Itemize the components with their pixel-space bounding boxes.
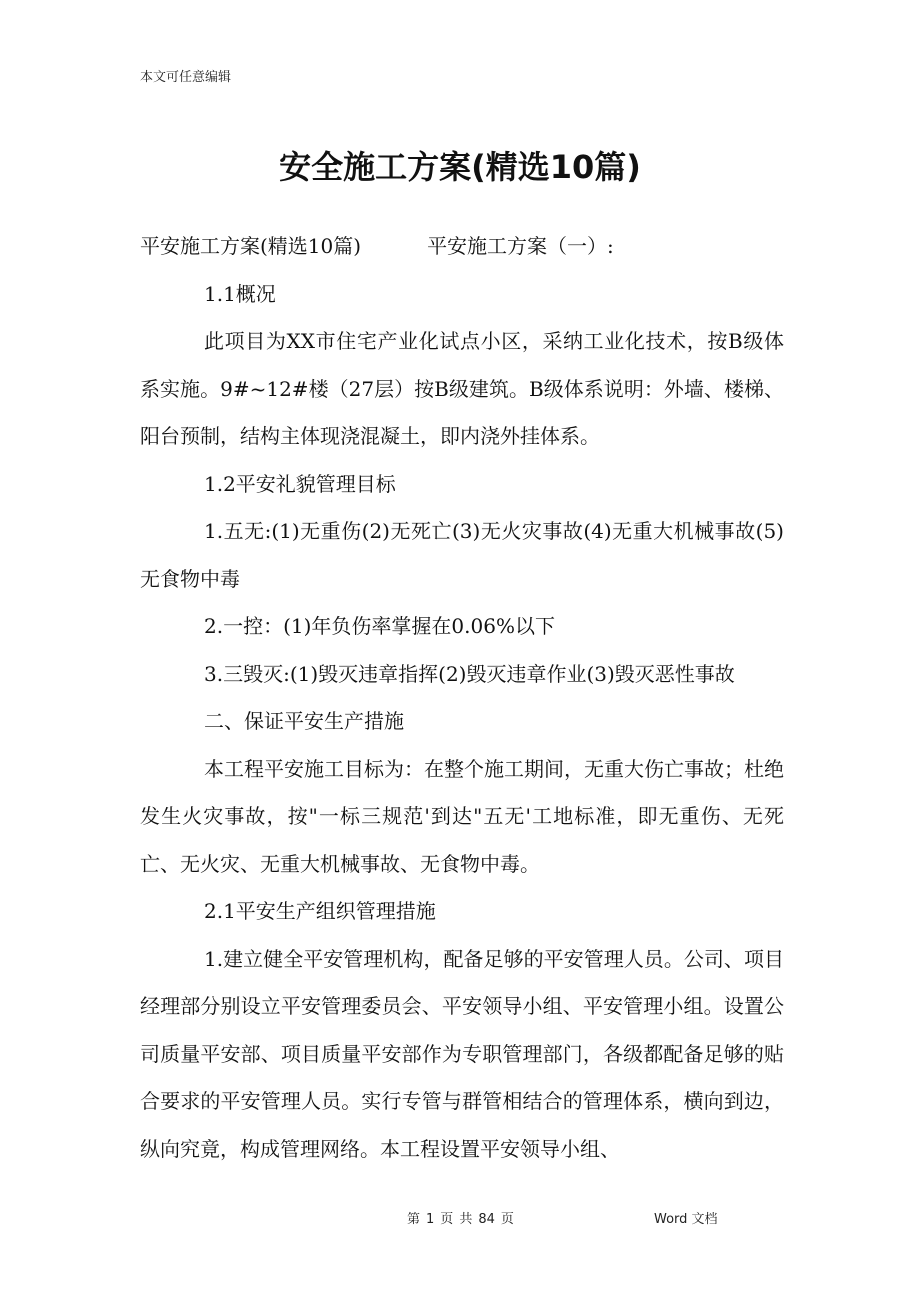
page-number: 第 1 页 共 84 页 — [407, 1212, 514, 1227]
intro-left-text: 平安施工方案(精选10篇) — [140, 234, 362, 258]
section-heading-1-2: 1.2平安礼貌管理目标 — [204, 471, 396, 496]
paragraph-overview: 此项目为XX市住宅产业化试点小区，采纳工业化技术，按B级体系实施。9#~12#楼（27层）按B级建筑。B级体系说明：外墙、楼梯、阳台预制，结构主体现浇混凝土，即内浇外挂体系。 — [140, 329, 784, 448]
paragraph-organization: 1.建立健全平安管理机构，配备足够的平安管理人员。公司、项目经理部分别设立平安管理委员会、平安领导小组、平安管理小组。设置公司质量平安部、项目质量平安部作为专职管理部门，各级都配备足够的贴合要求的平安管理人员。实行专管与群管相结合的管理体系，横向到边，纵向究竟，构成管理网络。本工程设置平安领导小组、 — [140, 946, 784, 1161]
section-heading-2-1: 2.1平安生产组织管理措施 — [204, 899, 436, 923]
current-page: 1 — [426, 1212, 435, 1227]
intro-right-text: 平安施工方案（一）: — [427, 234, 614, 258]
section-heading-2: 二、保证平安生产措施 — [204, 709, 404, 733]
paragraph-one-control: 2.一控：(1)年负伤率掌握在0.06%以下 — [204, 614, 555, 638]
section-heading-1-1: 1.1概况 — [204, 281, 276, 306]
doc-type-label: Word 文档 — [654, 1212, 718, 1227]
total-pages: 84 — [478, 1212, 495, 1227]
paragraph-three-eliminate: 3.三毁灭:(1)毁灭违章指挥(2)毁灭违章作业(3)毁灭恶性事故 — [204, 661, 735, 686]
paragraph-safety-goal: 本工程平安施工目标为：在整个施工期间，无重大伤亡事故；杜绝发生火灾事故，按"一标三规范'到达"五无'工地标准，即无重伤、无死亡、无火灾、无重大机械事故、无食物中毒。 — [140, 756, 784, 876]
document-body — [140, 223, 784, 1173]
header-note: 本文可任意编辑 — [140, 70, 232, 85]
paragraph-five-none: 1.五无:(1)无重伤(2)无死亡(3)无火灾事故(4)无重大机械事故(5)无食物中毒 — [140, 519, 784, 591]
intro-line — [140, 223, 784, 271]
document-title: 安全施工方案(精选10篇) — [279, 148, 641, 186]
